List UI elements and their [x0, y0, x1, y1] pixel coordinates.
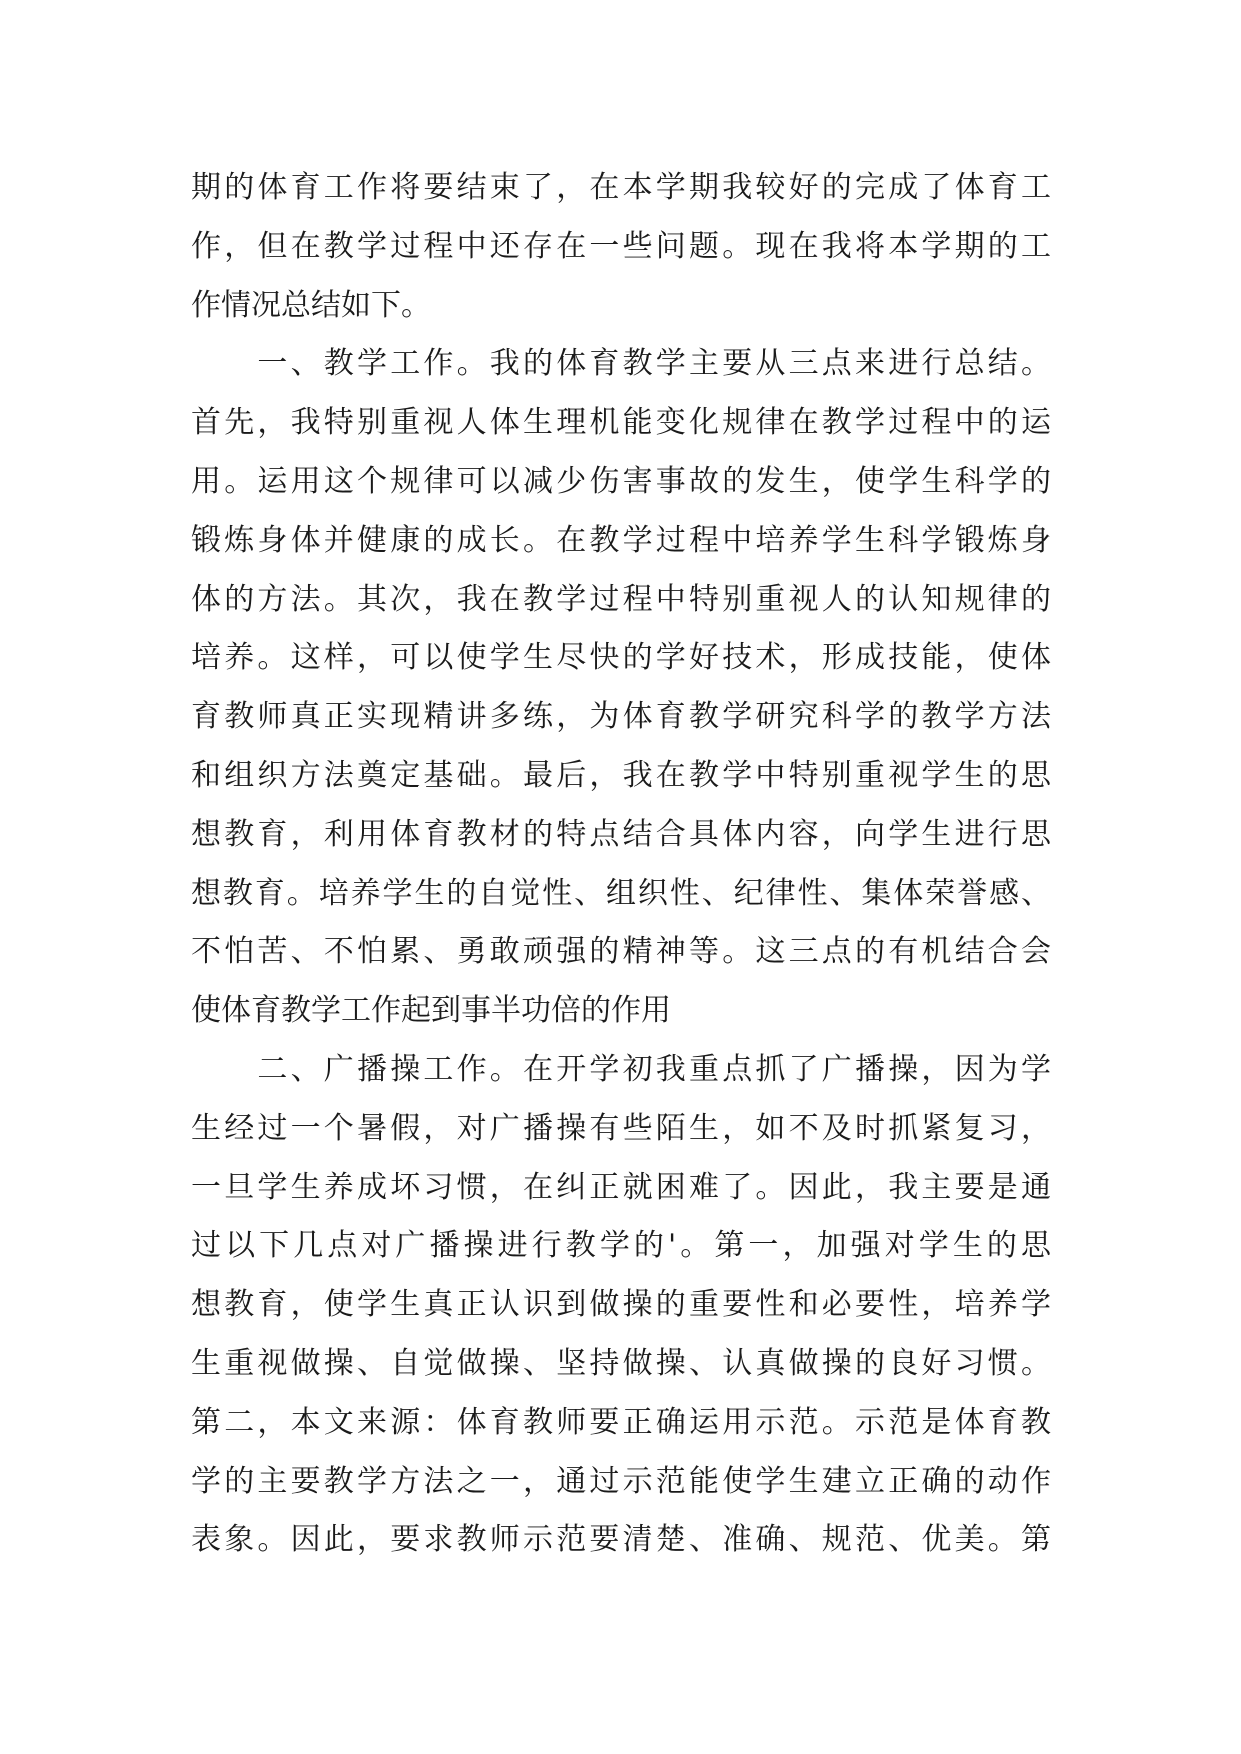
text-line: 一旦学生养成坏习惯，在纠正就困难了。因此，我主要是通 — [191, 1169, 1051, 1205]
text-line: 使体育教学工作起到事半功倍的作用 — [191, 993, 671, 1029]
text-line: 生经过一个暑假，对广播操有些陌生，如不及时抓紧复习， — [191, 1110, 1051, 1146]
text-line: 一、教学工作。我的体育教学主要从三点来进行总结。 — [191, 346, 1051, 382]
document-body — [191, 159, 1051, 1570]
text-line: 第二，本文来源：体育教师要正确运用示范。示范是体育教 — [191, 1404, 1051, 1440]
text-line: 生重视做操、自觉做操、坚持做操、认真做操的良好习惯。 — [191, 1345, 1051, 1381]
text-line: 锻炼身体并健康的成长。在教学过程中培养学生科学锻炼身 — [191, 522, 1051, 558]
text-line: 用。运用这个规律可以减少伤害事故的发生，使学生科学的 — [191, 463, 1051, 499]
text-line: 想教育，利用体育教材的特点结合具体内容，向学生进行思 — [191, 816, 1051, 852]
text-line: 作情况总结如下。 — [191, 287, 431, 323]
text-line: 过以下几点对广播操进行教学的'。第一，加强对学生的思 — [191, 1228, 1051, 1264]
text-line: 不怕苦、不怕累、勇敢顽强的精神等。这三点的有机结合会 — [191, 934, 1051, 970]
text-line: 培养。这样，可以使学生尽快的学好技术，形成技能，使体 — [191, 640, 1051, 676]
text-line: 作，但在教学过程中还存在一些问题。现在我将本学期的工 — [191, 228, 1051, 264]
text-line: 育教师真正实现精讲多练，为体育教学研究科学的教学方法 — [191, 699, 1051, 735]
text-line: 想教育，使学生真正认识到做操的重要性和必要性，培养学 — [191, 1287, 1051, 1323]
text-line: 表象。因此，要求教师示范要清楚、准确、规范、优美。第 — [191, 1522, 1051, 1558]
text-line: 期的体育工作将要结束了，在本学期我较好的完成了体育工 — [191, 170, 1051, 205]
text-line: 学的主要教学方法之一，通过示范能使学生建立正确的动作 — [191, 1463, 1051, 1499]
text-line: 二、广播操工作。在开学初我重点抓了广播操，因为学 — [191, 1051, 1051, 1087]
text-line: 想教育。培养学生的自觉性、组织性、纪律性、集体荣誉感、 — [191, 875, 1051, 911]
text-line: 和组织方法奠定基础。最后，我在教学中特别重视学生的思 — [191, 757, 1051, 793]
text-line: 首先，我特别重视人体生理机能变化规律在教学过程中的运 — [191, 405, 1051, 441]
text-line: 体的方法。其次，我在教学过程中特别重视人的认知规律的 — [191, 581, 1051, 617]
